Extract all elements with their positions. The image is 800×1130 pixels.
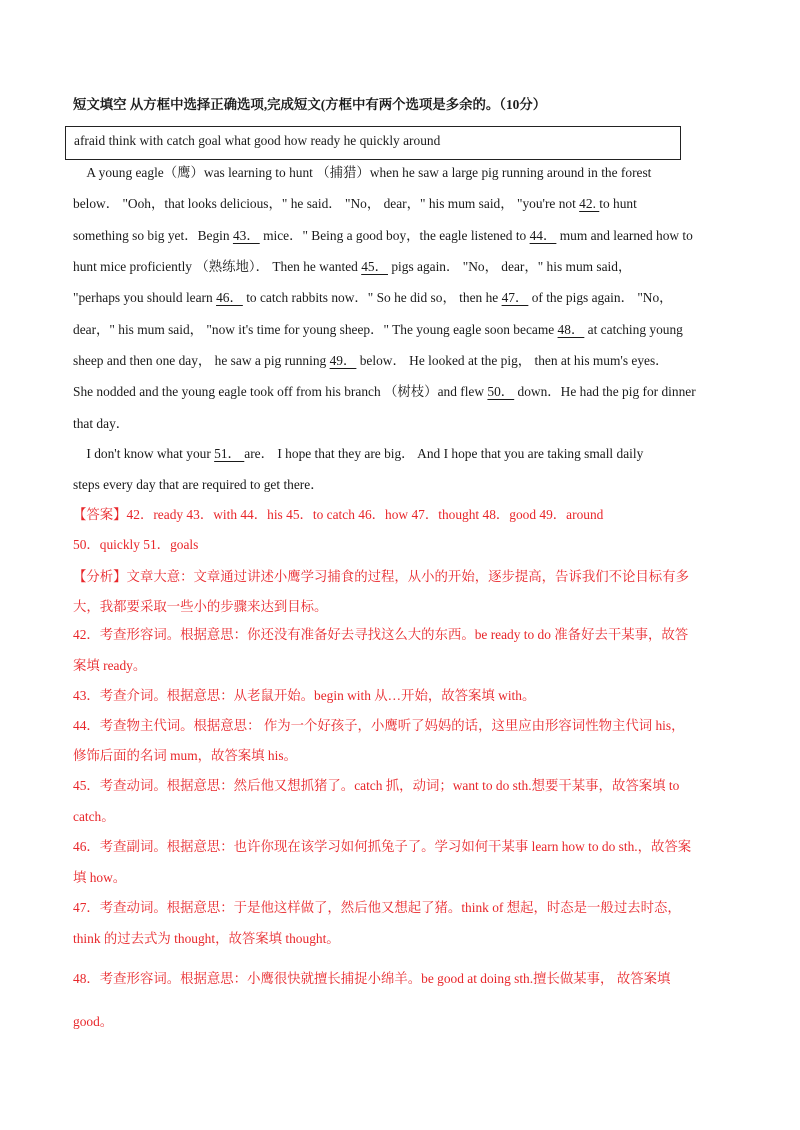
blank-number: 47． <box>501 290 529 305</box>
passage-line <box>73 475 324 495</box>
blank-number: 43． <box>232 228 260 243</box>
passage-line <box>73 194 637 214</box>
blank-number: 45． <box>361 259 388 274</box>
passage-text: She nodded and the young eagle took off from his branch （树枝）and flew <box>73 384 488 399</box>
passage-line <box>73 288 673 308</box>
analysis-line: good。 <box>73 1014 114 1029</box>
analysis-line: 42．考查形容词。根据意思：你还没有准备好去寻找这么大的东西。be ready to do 准备好去干某事，故答 <box>73 627 689 642</box>
exercise-title: 短文填空 从方框中选择正确选项,完成短文(方框中有两个选项是多余的。（10分） <box>73 97 547 112</box>
analysis-line: think 的过去式为 thought，故答案填 thought。 <box>73 931 340 946</box>
analysis-line: 填 how。 <box>73 870 127 885</box>
passage-line <box>73 257 631 277</box>
passage-text: hunt mice proficiently （熟练地）． Then he wanted <box>73 259 362 274</box>
passage-text: sheep and then one day， he saw a pig running <box>73 353 330 368</box>
analysis-line: 45．考查动词。根据意思：然后他又想抓猪了。catch 抓，动词；want to do sth.想要干某事，故答案填 to <box>73 778 680 793</box>
passage-line <box>73 382 696 402</box>
passage-text: steps every day that are required to get there． <box>73 477 324 492</box>
passage-text: below． "Ooh，that looks delicious，" he said． "No， dear，" his mum said， "you're not <box>73 196 580 211</box>
passage-text: down．He had the pig for dinner <box>514 384 696 399</box>
analysis-line: 修饰后面的名词 mum，故答案填 his。 <box>73 748 297 763</box>
passage-text: mum and learned how to <box>556 228 693 243</box>
passage-text: at catching young <box>584 322 683 337</box>
passage-text: mice．" Being a good boy，the eagle listened to <box>259 228 530 243</box>
analysis-line: 43．考查介词。根据意思：从老鼠开始。begin with 从…开始，故答案填 with。 <box>73 688 536 703</box>
passage-text: to catch rabbits now．" So he did so， then he <box>242 290 502 305</box>
passage-text: I don't know what your <box>73 446 215 461</box>
passage-line <box>73 163 651 183</box>
word-options-box <box>65 126 681 160</box>
blank-number: 46． <box>216 290 243 305</box>
passage-text: A young eagle（鹰）was learning to hunt （捕猎）when he saw a large pig running around in the forest <box>73 165 652 180</box>
passage-line <box>73 226 693 246</box>
passage-text: below． He looked at the pig， then at his mum's eyes． <box>356 353 669 368</box>
blank-number: 44． <box>529 228 557 243</box>
passage-text: of the pigs again． "No， <box>528 290 673 305</box>
passage-text: dear，" his mum said， "now it's time for young sheep．" The young eagle soon became <box>73 322 558 337</box>
analysis-line: 47．考查动词。根据意思：于是他这样做了，然后他又想起了猪。think of 想起，时态是一般过去时态， <box>73 900 681 915</box>
analysis-line: 48．考查形容词。根据意思：小鹰很快就擅长捕捉小绵羊。be good at doing sth.擅长做某事， 故答案填 <box>73 971 671 986</box>
passage-text: that day． <box>73 416 130 431</box>
blank-number: 42. <box>579 196 600 211</box>
analysis-line: 46．考查副词。根据意思：也许你现在该学习如何抓兔子了。学习如何干某事 learn how to do sth.，故答案 <box>73 839 692 854</box>
passage-text: something so big yet．Begin <box>73 228 233 243</box>
answer-key-line: 【答案】42．ready 43．with 44．his 45．to catch 46．how 47．thought 48．good 49．around <box>73 507 604 522</box>
analysis-line: 大，我都要采取一些小的步骤来达到目标。 <box>73 599 328 614</box>
blank-number: 49． <box>329 353 357 368</box>
analysis-line: 【分析】文章大意：文章通过讲述小鹰学习捕食的过程，从小的开始，逐步提高，告诉我们不论目标有多 <box>73 569 689 584</box>
blank-number: 51． <box>214 446 245 461</box>
passage-line <box>73 414 129 434</box>
analysis-line: catch。 <box>73 809 115 824</box>
word-options: afraid think with catch goal what good how ready he quickly around <box>74 133 441 148</box>
blank-number: 50． <box>487 384 515 399</box>
analysis-line: 44．考查物主代词。根据意思： 作为一个好孩子，小鹰听了妈妈的话，这里应由形容词性物主代词 his， <box>73 718 685 733</box>
passage-line <box>73 320 683 340</box>
passage-text: pigs again． "No， dear，" his mum said， <box>387 259 632 274</box>
passage-text: are． I hope that they are big． And I hope that you are taking small daily <box>244 446 644 461</box>
passage-line <box>73 444 643 464</box>
analysis-line: 案填 ready。 <box>73 658 147 673</box>
passage-text: "perhaps you should learn <box>73 290 217 305</box>
blank-number: 48． <box>557 322 585 337</box>
passage-text: to hunt <box>599 196 637 211</box>
passage-line <box>73 351 669 371</box>
analysis-line: 50．quickly 51．goals <box>73 537 199 552</box>
